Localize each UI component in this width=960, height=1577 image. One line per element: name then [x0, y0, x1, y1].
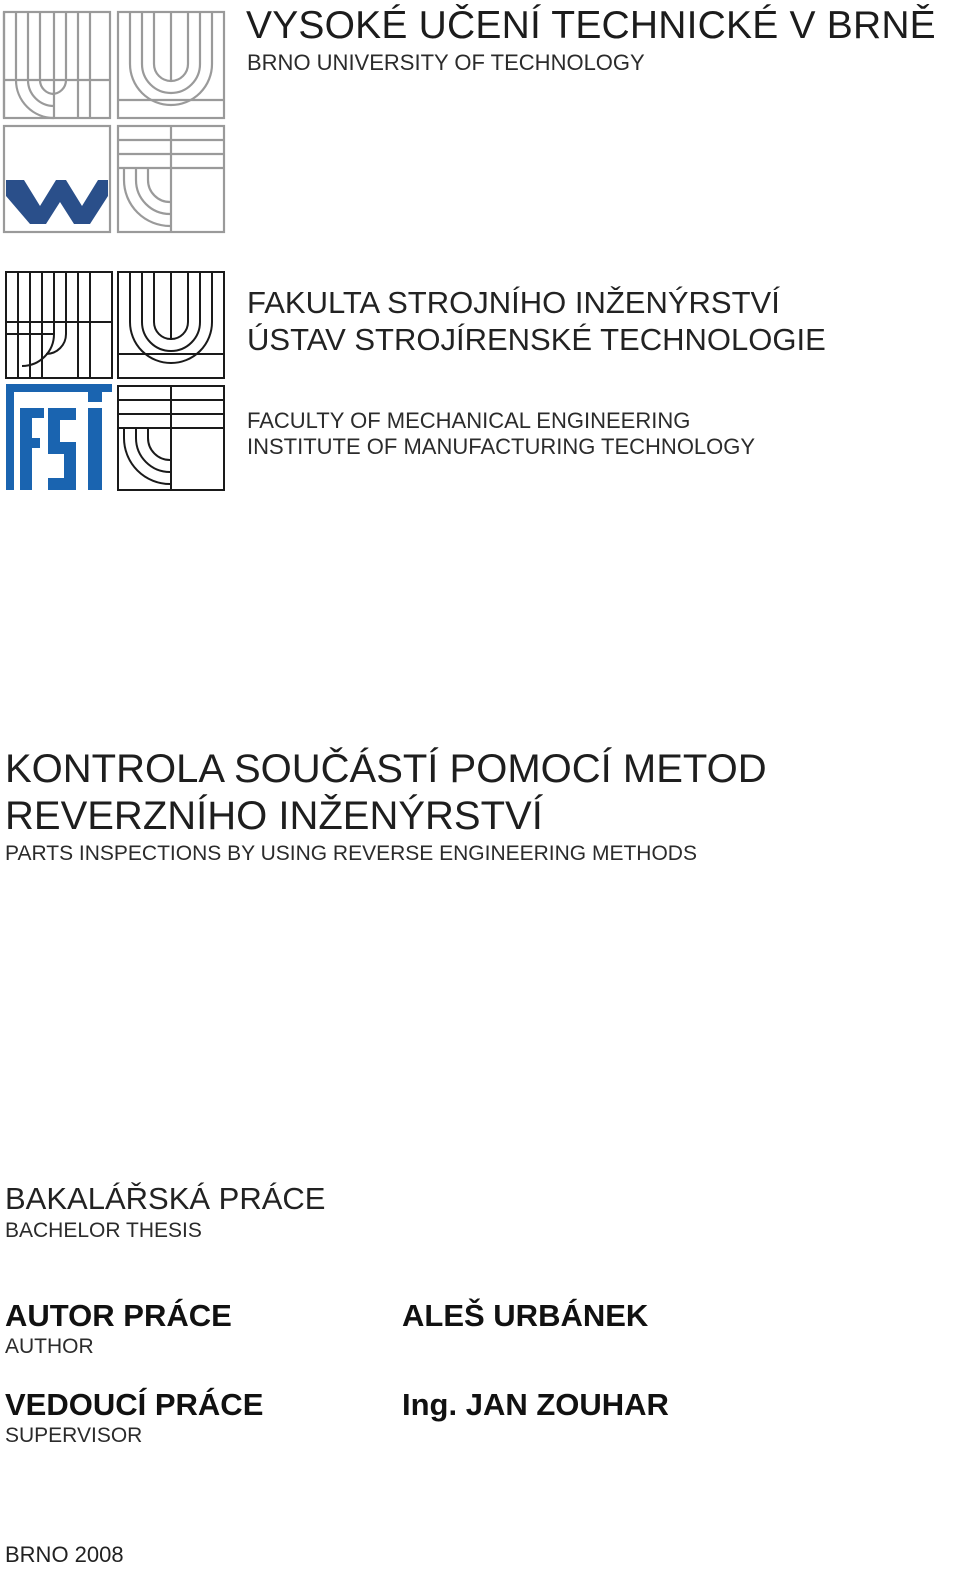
thesis-type-cz: BAKALÁŘSKÁ PRÁCE	[5, 1181, 326, 1216]
faculty-name-en: FACULTY OF MECHANICAL ENGINEERING	[247, 408, 691, 433]
thesis-title-en: PARTS INSPECTIONS BY USING REVERSE ENGINEERING METHODS	[5, 842, 697, 865]
faculty-block-cz	[247, 284, 826, 358]
supervisor-label-cz: VEDOUCÍ PRÁCE	[5, 1387, 264, 1422]
thesis-title-cz	[5, 746, 767, 840]
thesis-title-cz-line2: REVERZNÍHO INŽENÝRSTVÍ	[5, 794, 543, 838]
supervisor-label-en: SUPERVISOR	[5, 1424, 143, 1447]
institute-name-en: INSTITUTE OF MANUFACTURING TECHNOLOGY	[247, 434, 756, 459]
vut-logo-icon	[2, 10, 228, 236]
author-label-cz: AUTOR PRÁCE	[5, 1298, 232, 1333]
place-year: BRNO 2008	[5, 1542, 124, 1567]
faculty-block-en	[247, 408, 755, 460]
thesis-type-en: BACHELOR THESIS	[5, 1219, 202, 1242]
thesis-title-cz-line1: KONTROLA SOUČÁSTÍ POMOCÍ METOD	[5, 747, 767, 791]
fsi-logo-icon	[2, 270, 228, 496]
faculty-name-cz: FAKULTA STROJNÍHO INŽENÝRSTVÍ	[247, 285, 780, 320]
author-name: ALEŠ URBÁNEK	[402, 1298, 649, 1333]
institute-name-cz: ÚSTAV STROJÍRENSKÉ TECHNOLOGIE	[247, 322, 826, 357]
supervisor-name: Ing. JAN ZOUHAR	[402, 1387, 669, 1422]
university-name-cz: VYSOKÉ UČENÍ TECHNICKÉ V BRNĚ	[246, 4, 936, 47]
university-name-en: BRNO UNIVERSITY OF TECHNOLOGY	[247, 50, 645, 75]
author-label-en: AUTHOR	[5, 1335, 94, 1358]
